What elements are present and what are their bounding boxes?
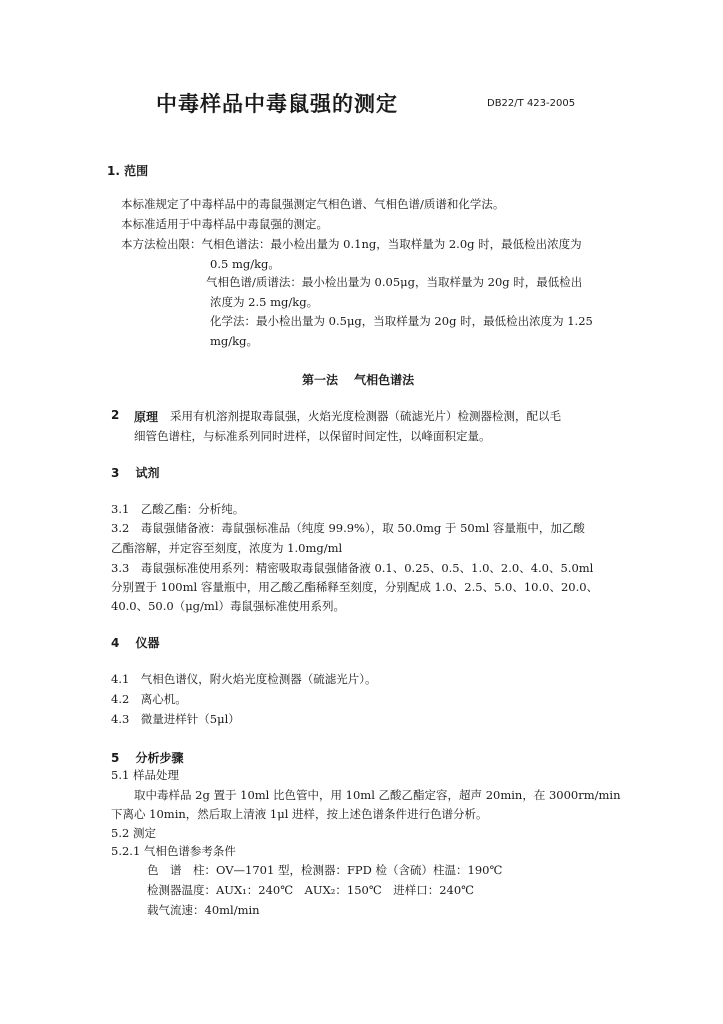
sample-prep-line-1: 取中毒样品 2g 置于 10ml 比色管中，用 10ml 乙酸乙酯定容，超声 20min，在 3000rm/min [134,788,621,802]
section-2-label: 原理 [134,410,159,424]
method-title: 第一法 气相色谱法 [302,373,415,387]
reagent-3-2-line-2: 乙酯溶解，并定容至刻度，浓度为 1.0mg/ml [111,541,343,555]
subsection-5-1: 5.1 样品处理 [111,768,179,782]
instrument-4-3: 4.3 微量进样针（5μl） [111,712,240,726]
reagent-3-3-line-1: 3.3 毒鼠强标准使用系列：精密吸取毒鼠强储备液 0.1、0.25、0.5、1.0、2.0、4.0、5.0ml [111,561,594,575]
scope-paragraph-1: 本标准规定了中毒样品中的毒鼠强测定气相色谱、气相色谱/质谱和化学法。 [121,197,505,211]
section-1-heading: 1. 范围 [107,164,149,178]
reagent-3-3-line-2: 分别置于 100ml 容量瓶中，用乙酸乙酯稀释至刻度，分别配成 1.0、2.5、5.0、10.0、20.0、 [111,580,599,594]
subsection-5-2: 5.2 测定 [111,826,156,840]
principle-line-2: 细管色谱柱，与标准系列同时进样，以保留时间定性，以峰面积定量。 [134,429,491,443]
scope-paragraph-2: 本标准适用于中毒样品中毒鼠强的测定。 [121,217,328,231]
reagent-3-1: 3.1 乙酸乙酯：分析纯。 [111,502,245,516]
instrument-4-2: 4.2 离心机。 [111,692,187,706]
section-4-heading: 4 仪器 [111,636,160,650]
section-5-heading: 5 分析步骤 [111,751,184,765]
principle-line-1: 采用有机溶剂提取毒鼠强，火焰光度检测器（硫滤光片）检测器检测，配以毛 [170,409,561,423]
detection-limit-line-1: 本方法检出限：气相色谱法：最小检出量为 0.1ng，当取样量为 2.0g 时，最低检出浓度为 [121,237,582,251]
detection-limit-line-4: 浓度为 2.5 mg/kg。 [210,295,319,309]
detection-limit-line-6: mg/kg。 [210,334,258,348]
detection-limit-line-2: 0.5 mg/kg。 [210,257,280,271]
section-2-number: 2 [111,408,120,422]
reagent-3-3-line-3: 40.0、50.0（μg/ml）毒鼠强标准使用系列。 [111,599,346,613]
detection-limit-line-3: 气相色谱/质谱法：最小检出量为 0.05μg，当取样量为 20g 时，最低检出 [206,275,583,289]
gc-condition-column: 色 谱 柱：OV—1701 型，检测器：FPD 检（含硫）柱温：190℃ [147,863,503,877]
standard-number: DB22/T 423-2005 [487,98,576,109]
gc-condition-temperature: 检测器温度：AUX₁：240℃ AUX₂：150℃ 进样口：240℃ [147,883,475,897]
reagent-3-2-line-1: 3.2 毒鼠强储备液：毒鼠强标准品（纯度 99.9%），取 50.0mg 于 50ml 容量瓶中，加乙酸 [111,521,585,535]
subsection-5-2-1: 5.2.1 气相色谱参考条件 [111,844,236,858]
section-3-heading: 3 试剂 [111,466,160,480]
gc-condition-flow: 载气流速：40ml/min [147,903,260,917]
document-title: 中毒样品中毒鼠强的测定 [156,91,398,116]
sample-prep-line-2: 下离心 10min，然后取上清液 1μl 进样，按上述色谱条件进行色谱分析。 [111,807,488,821]
instrument-4-1: 4.1 气相色谱仪，附火焰光度检测器（硫滤光片）。 [111,672,377,686]
detection-limit-line-5: 化学法：最小检出量为 0.5μg，当取样量为 20g 时，最低检出浓度为 1.25 [210,314,593,328]
